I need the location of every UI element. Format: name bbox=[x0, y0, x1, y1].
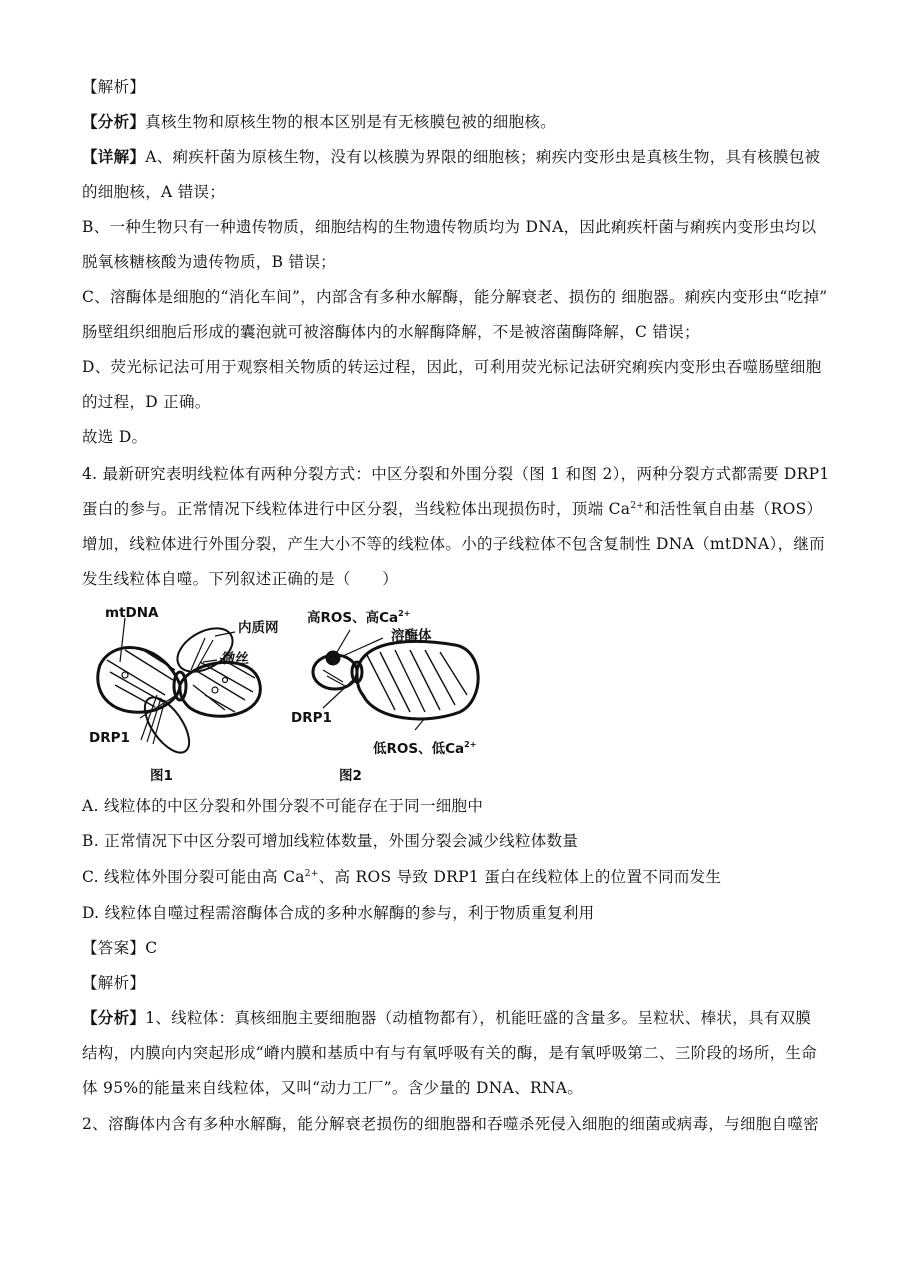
paragraph-analysis-3: 2、溶酶体内含有多种水解酶，能分解衰老损伤的细胞器和吞噬杀死侵入细胞的细菌或病毒，与细胞自噬密 bbox=[82, 1115, 819, 1133]
label-lysosome: 溶酶体 bbox=[391, 628, 432, 644]
answer-line: 【答案】C bbox=[82, 939, 158, 957]
conclusion-line: 故选 D。 bbox=[82, 428, 148, 446]
question-4-stem: 4. 最新研究表明线粒体有两种分裂方式：中区分裂和外围分裂（图 1 和图 2），两种分裂方式都需要 DRP1 bbox=[82, 465, 830, 483]
label-microfilament: 微丝 bbox=[222, 651, 249, 667]
stem-text-a: 蛋白的参与。正常情况下线粒体进行中区分裂，当线粒体出现损伤时，顶端 Ca bbox=[82, 500, 631, 518]
stem-superscript: 2+ bbox=[630, 501, 645, 511]
analysis-tag: 【分析】 bbox=[82, 112, 146, 131]
figure-2-diagram bbox=[313, 630, 478, 730]
analysis-text: 真核生物和原核生物的根本区别是有无核膜包被的细胞核。 bbox=[145, 113, 557, 131]
section-heading-analysis: 【解析】 bbox=[82, 78, 146, 96]
caption-fig1: 图1 bbox=[150, 768, 173, 784]
option-d: D. 线粒体自噬过程需溶酶体合成的多种水解酶的参与，利于物质重复利用 bbox=[82, 904, 595, 922]
option-c-text-a: C. 线粒体外围分裂可能由高 Ca bbox=[82, 868, 305, 886]
mitochondria-figure bbox=[89, 600, 495, 785]
analysis-tag-2: 【分析】 bbox=[82, 1008, 146, 1027]
paragraph-detail-2: B、一种生物只有一种遗传物质，细胞结构的生物遗传物质均为 DNA，因此痢疾杆菌与痢疾内变形虫均以 bbox=[82, 218, 817, 236]
caption-fig2: 图2 bbox=[339, 768, 362, 784]
label-low-ros-ca: 低ROS、低$Ca^{2+}$ bbox=[373, 740, 477, 757]
paragraph-detail-3: C、溶酶体是细胞的“消化车间”，内部含有多种水解酶，能分解衰老、损伤的 细胞器。痢疾内变形虫“吃掉” bbox=[82, 288, 828, 306]
paragraph-detail-1 bbox=[82, 146, 822, 168]
paragraph-analysis-2-cont-2: 体 95%的能量来自线粒体，又叫“动力工厂”。含少量的 DNA、RNA。 bbox=[82, 1079, 584, 1097]
analysis-text-2: 1、线粒体：真核细胞主要细胞器（动植物都有），机能旺盛的含量多。呈粒状、棒状，具有双膜 bbox=[145, 1009, 812, 1027]
paragraph-analysis bbox=[82, 111, 822, 133]
question-4-stem-2 bbox=[82, 498, 822, 520]
paragraph-detail-1-cont: 的细胞核，A 错误； bbox=[82, 183, 226, 201]
detail-tag: 【详解】 bbox=[82, 147, 146, 166]
stem-text-b: 和活性氧自由基（ROS） bbox=[644, 500, 823, 518]
paragraph-analysis-2-cont: 结构，内膜向内突起形成“嵴内膜和基质中有与有氧呼吸有关的酶，是有氧呼吸第二、三阶段的场所，生命 bbox=[82, 1044, 818, 1062]
option-b: B. 正常情况下中区分裂可增加线粒体数量，外围分裂会减少线粒体数量 bbox=[82, 832, 579, 850]
question-4-stem-3: 增加，线粒体进行外围分裂，产生大小不等的线粒体。小的子线粒体不包含复制性 DNA（mtDNA），继而 bbox=[82, 535, 825, 553]
label-er: 内质网 bbox=[238, 620, 279, 636]
label-mtdna: mtDNA bbox=[105, 605, 159, 621]
label-high-ros-ca: 高ROS、高$Ca^{2+}$ bbox=[307, 609, 411, 626]
paragraph-detail-2-cont: 脱氧核糖核酸为遗传物质，B 错误； bbox=[82, 253, 336, 271]
label-drp1-fig1: DRP1 bbox=[89, 730, 130, 746]
option-a: A. 线粒体的中区分裂和外围分裂不可能存在于同一细胞中 bbox=[82, 797, 484, 815]
paragraph-analysis-2 bbox=[82, 1007, 822, 1029]
option-c-text-b: 、高 ROS 导致 DRP1 蛋白在线粒体上的位置不同而发生 bbox=[318, 868, 722, 886]
detail-text: A、痢疾杆菌为原核生物，没有以核膜为界限的细胞核；痢疾内变形虫是真核生物，具有核膜包被 bbox=[145, 148, 821, 166]
label-drp1-fig2: DRP1 bbox=[291, 710, 332, 726]
question-4-stem-4: 发生线粒体自噬。下列叙述正确的是（ ） bbox=[82, 570, 399, 588]
option-c bbox=[82, 866, 822, 888]
paragraph-detail-4: D、荧光标记法可用于观察相关物质的转运过程，因此，可利用荧光标记法研究痢疾内变形虫吞噬肠壁细胞 bbox=[82, 358, 822, 376]
paragraph-detail-3-cont: 肠壁组织细胞后形成的囊泡就可被溶酶体内的水解酶降解，不是被溶菌酶降解，C 错误； bbox=[82, 323, 700, 341]
section-heading-analysis-2: 【解析】 bbox=[82, 974, 146, 992]
paragraph-detail-4-cont: 的过程，D 正确。 bbox=[82, 393, 211, 411]
option-c-superscript: 2+ bbox=[304, 869, 319, 879]
